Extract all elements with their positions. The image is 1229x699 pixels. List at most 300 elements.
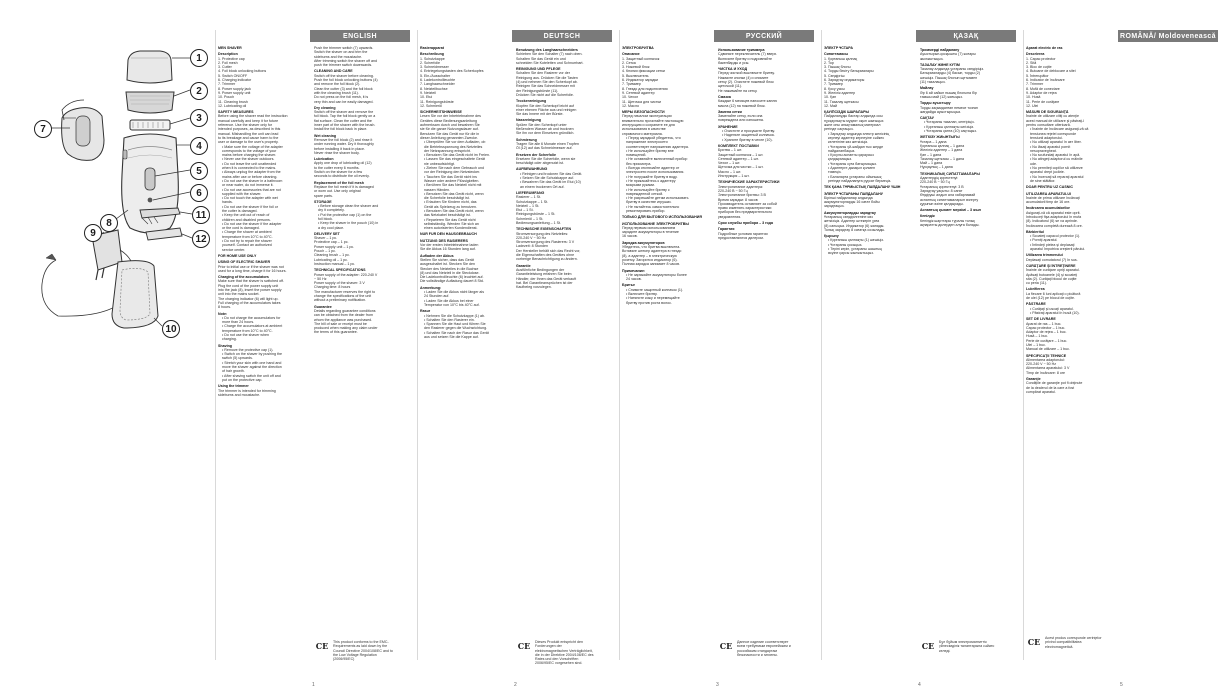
ce-mark-icon: CE [921,640,935,651]
col0a-line: to its breakage and cause harm to the [218,135,279,140]
col2a-line: 9. Сетевой адаптер [622,90,655,95]
col0a-line: • Charge the shaver at ambient [222,230,272,235]
col4a-line: UTILIZAREA APARATULUI [1026,191,1071,196]
col2b-line: Срок службы прибора – 3 года [718,220,773,225]
language-header-3: ҚАЗАҚ [916,30,1016,42]
col1a-line: 10. Etui [420,95,433,100]
col0a-line: 8. Power supply jack [218,86,251,91]
col0a-line: intended purposes, as described in this [218,127,281,132]
ce-statement: This product conforms to the EMC-Requirements as laid down by the Council Directive 2004/108/EC and to the Low Voltage Regulation (2006/95/EC) [333,640,393,662]
col2b-line: Замена сетки [718,109,742,114]
col0b-line: Power supply of the shaver: 3 V [314,281,365,286]
col2a-line: 11. Щеточка для чистки [622,99,662,104]
col4a-line: tensiunea reţelei corespunde [1030,131,1077,136]
col0a-line: manual carefully and keep it for future [218,118,279,123]
cutter-part [130,120,170,130]
col0b-line: Dry cleaning [314,105,336,110]
col1a-line: 11. Reinigungsbürste [420,99,454,104]
col4a-line: • Nu lăsaţi aparatul pornit [1030,144,1071,149]
col0b-line: • Before storage clean the shaver and [318,204,379,209]
col0a-line: 9. Power supply unit [218,90,251,95]
col0a-line: Prior to initial use or if the shaver was not [218,264,284,269]
column-divider [821,30,822,660]
col3a-line: • Теріні керіп, ұстараны шаштың [828,247,882,252]
col4a-line: Alimentarea aparatului: 3 V [1026,366,1070,371]
col0a-line: 4. Foil block unlocking buttons [218,69,267,74]
col1b-line: beschädigt oder abgenutzt ist. [516,161,564,166]
col4a-line: de la dealerul de la care a fost [1026,385,1075,390]
col0b-line: or worn out. Use only original [314,189,361,194]
col4a-line: 11. Perie de curăţare [1026,99,1060,104]
page-number: 3 [716,682,719,688]
col1b-line: Etui – 1 St. [516,208,534,213]
col1a-line: selbstständig. Wenden Sie sich an [424,221,479,226]
col4a-line: Lubrifierea [1026,287,1045,292]
col0b-line: Clean the cutter (3) and the foil block [314,86,373,91]
col2b-line: Инструкция – 1 шт. [718,174,750,179]
col0b-line: foil block. [318,216,333,221]
col0b-line: TECHNICAL SPECIFICATIONS [314,268,366,273]
col4a-line: Manual de utilizare – 1 buc. [1026,347,1070,352]
col0a-line: switch (5) upwards. [222,356,253,361]
col1a-line: 5. Ein-/Ausschalter [420,73,451,78]
col3a-line: • Балаларға ұстараны ойыншық [828,174,882,179]
col3a-line: 2. Тор [824,60,834,65]
col0b-line: can be obtained from the dealer from [314,313,373,318]
col2b-line: Чехол – 1 шт. [718,161,741,166]
col4a-line: 2. Sită [1026,60,1037,65]
col2b-line: • Наденьте защитный колпачок. [722,133,775,138]
col1a-line: 6. Ladekontrollleuchte [420,78,456,83]
col4a-line: sita (2). Curăţaţi blocul de cuţite [1026,276,1077,281]
col3a-line: (8) салыңыз. Индикатор (6) жанады. [824,223,885,228]
col2a-line: 10. Чехол [622,95,639,100]
col2a-line: 24 часов. [626,277,642,282]
col3a-line: Бірінші пайдаланар алдында [824,195,873,200]
col0a-line: FOR HOME USE ONLY [218,253,257,258]
callout-11: 11 [192,206,210,224]
col1b-line: Garantieleistung erfahren Sie beim [516,272,572,277]
col3b-line: Май – 1 дана [920,161,943,166]
col1a-line: 4. Entriegelungstasten des Scherkopfes [420,69,484,74]
ce-compliance [718,640,797,657]
col1a-line: der Netzspannung entspricht. [424,148,471,153]
col1b-line: Öl (12) auf das Schneidmesser auf. [516,146,573,151]
col2b-line: повреждена или изношена. [718,118,764,123]
col4a-line: tensiunii adaptorului. [1030,135,1063,140]
col1b-line: der Reinigungsbürste (11). [516,88,559,93]
col3a-line: тимеңіз. [828,170,842,175]
col2a-line: 5. Выключатель [622,73,649,78]
col1a-line: SICHERHEITSHINWEISE [420,110,462,115]
col4a-line: • Înainte de încărcare asiguraţi-vă că [1030,127,1089,132]
col2a-line: 1. Защитный колпачок [622,56,660,61]
col4a-line: Aparat de ras – 1 buc. [1026,321,1062,326]
col4a-line: de sine stătător. [1030,178,1056,183]
col3a-line: ТЕК ҚАНА ТҰРМЫСТЫҚ ПАЙДАЛАНУ ҮШІН [824,185,901,190]
col2b-line: Подробные условия гарантии [718,231,768,236]
col2b-line: Защитный колпачок – 1 шт. [718,152,764,157]
col4a-line: CURĂŢARE ŞI ÎNTREŢINERE [1026,263,1076,268]
callout-4: 4 [190,137,208,155]
col0b-line: Charging time: 8 hours [314,285,351,290]
col1a-line: aufmerksam durch und bewahren Sie [420,123,480,128]
col1b-line: LIEFERUMFANG [516,190,545,195]
col2b-line: Гарантия [718,227,735,232]
text-column-b [516,46,609,668]
col1a-line: Rasur [420,309,431,314]
col0b-line: After trimming switch the shaver off and [314,58,378,63]
col0a-line: • Do not try to repair the shaver [222,239,272,244]
col2b-line: ЧИСТКА И УХОД [718,67,748,72]
col0b-line: very thin and can be easily damaged. [314,99,374,104]
col1a-line: Beschreibung [420,52,444,57]
col0a-line: • Do not leave the unit unattended [222,161,277,166]
col1b-line: Schutzkappe – 1 St. [516,199,549,204]
col2b-line: бакенбарды и усы. [718,60,750,65]
col4a-line: aparatul împotriva creşterii părului. [1030,247,1086,252]
col0b-line: before installing it back in place. [314,146,365,151]
col3b-line: құқығын өзіне қалдырады. [920,201,964,206]
callout-9: 9 [84,224,102,242]
col1b-line: Garantie [516,263,531,268]
col2a-line: ТОЛЬКО ДЛЯ БЫТОВОГО ИСПОЛЬЗОВАНИЯ [622,215,702,220]
col4a-line: • Nu atingeţi adaptorul cu mâinile [1030,157,1083,162]
col0b-line: Cleaning brush – 1 pc. [314,253,350,258]
col0a-line: 11. Cleaning brush [218,99,248,104]
col0a-line: reference. Use the shaver only for [218,123,273,128]
col1b-line: Sie ihn vor dem Einsetzen gründlich. [516,131,575,136]
col2a-line: 16 часов. [622,234,638,239]
col2a-line: • Не разрешайте детям использовать [626,196,689,201]
col0a-line: 12. Lubricating oil [218,103,247,108]
col1a-line: • Erlauben Sie Kindern nicht, das [424,200,477,205]
col2b-line: Использование триммера [718,48,765,52]
col3a-line: ретінде сақтаңыз. [824,127,854,132]
col1b-line: Ersetzen Sie die Scherfolie, wenn sie [516,156,576,161]
col1a-line: • Schalten Sie den Rasierer ein. [424,317,475,322]
col0b-line: Protective cap – 1 pc. [314,240,349,245]
col4a-line: Înainte de curăţare opriţi aparatul. [1026,268,1080,273]
col0a-line: Description [218,52,238,57]
col2a-line: 6. Индикатор зарядки [622,78,659,83]
col3b-line: Тазалау щеткасы – 1 дана [920,156,965,161]
column-divider [1023,30,1024,660]
col1a-line: 9. Netzteil [420,90,436,95]
column-divider [619,30,620,660]
col1a-line: 24 Stunden auf. [424,294,450,299]
col0a-line: • Remove the protective cap (1). [222,347,274,352]
col1b-line: Benutzung des Langhaarschneiders [516,48,578,52]
col1b-line: 220-240 V ~ 50 Hz [516,235,547,240]
col0a-line: 3. Cutter [218,65,232,70]
callout-1: 1 [190,49,208,67]
col2a-line: 4. Кнопки фиксации сетки [622,69,665,74]
col1a-line: • Laden Sie die Akkus bei einer [424,298,474,303]
ce-statement: Acest produs corespunde cerinţelor privind compatibilitatea electromagnetică. [1045,636,1102,649]
language-header-1: DEUTSCH [512,30,612,42]
col0a-line: • Never use the shaver outdoors. [222,157,275,162]
col2b-line: Бритва – 1 шт. [718,148,742,153]
col1a-line: dieser Anleitung genannten Zwecke. [420,135,478,140]
ce-mark-icon: CE [517,640,531,651]
col0b-line: Lubricating oil – 1 pc. [314,257,348,262]
col4a-line: Încărcarea acumulatorilor [1026,206,1070,211]
callout-2: 2 [190,82,208,100]
col0b-line: the terms of this guarantee. [314,330,358,335]
col0a-line: • Stretch your skin with one hand and [222,360,282,365]
col2b-line: Электропитание бритвы: 3 В [718,193,766,198]
col2b-line: КОМПЛЕКТ ПОСТАВКИ [718,143,759,148]
text-column-b [314,46,407,668]
col0a-line: mains after use or before cleaning. [222,174,278,179]
col4a-line: MĂSURI DE SIGURANŢĂ [1026,110,1069,115]
col2a-line: внимательно прочитайте настоящую [622,118,684,123]
col3a-line: 6. Зарядтау индикаторы [824,78,865,83]
col3a-line: зарядтаңыз. [824,204,845,209]
col1b-line: Reinigen Sie das Schneidmesser mit [516,84,575,89]
protective-cap-part [127,51,172,83]
col1a-line: den Rasierer gegen die Wuchsrichtung. [424,326,488,331]
language-header-4: ROMÂNĂ/ Moldovenească [1118,30,1218,42]
col1a-line: 12. Schmieröl [420,103,442,108]
col1a-line: Sie die Akkus 16 Stunden lang auf. [420,247,476,252]
col0a-line: • Do not touch the adapter with wet [222,196,278,201]
col0a-line: Shaving [218,343,232,348]
col2a-line: (8), а адаптер – в электрическую [622,253,677,258]
col1a-line: sie für die ganze Nutzungsdauer auf. [420,127,479,132]
foil-mesh-part [126,92,174,113]
col1a-line: ausgeschaltet ist. Stecken Sie den [420,262,475,267]
col0b-line: The bill of sale or receipt must be [314,321,367,326]
col0b-line: inner part of the shaver with the brush. [314,123,376,128]
col0b-line: with the cleaning brush (11). [314,90,359,95]
col2a-line: МЕРЫ БЕЗОПАСНОСТИ [622,110,665,115]
col0a-line: into the jack (8), insert the power supply [218,288,282,293]
col1a-line: einen autorisierten Kundendienst. [424,226,478,231]
col1b-line: Reinigungsbürste – 1 St. [516,212,556,217]
text-column-a [420,44,513,666]
col3b-line: аспаптың сипаттамаларын өзгерту [920,197,979,202]
col3a-line: 8. Қосу ұясы [824,86,845,91]
col2a-line: справочного материала. [622,131,663,136]
col1a-line: • Spannen Sie die Haut und führen Sie [424,322,486,327]
col1a-line: • Benutzen Sie das Gerät nicht im Freien. [424,153,490,158]
col0a-line: The charging indicator (6) will light up. [218,296,279,301]
col2a-line: • Всегда отключайте адаптер от [626,166,680,171]
col1b-line: Tragen Sie alle 6 Monate einen Tropfen [516,141,579,146]
col0b-line: change the specifications of the unit [314,294,372,299]
col1a-line: die Scherfolie beschädigt ist. [424,196,470,201]
col4a-line: 5. Întrerupător [1026,73,1049,78]
col1b-line: • Bewahren Sie das Gerät im Etui (10) [520,180,581,185]
col0b-line: foil block. Tap the foil block gently on a [314,114,376,119]
col3a-line: • Адаптерге дымқыл қолмен [828,166,875,171]
col2a-line: Описание [622,52,640,57]
col3a-line: Сипаттамасы [824,52,849,57]
col1a-line: • Schalten Sie nach der Rasur das Gerät [424,330,489,335]
col1a-line: 1. Schutzkappe [420,56,445,61]
col0b-line: Install the foil block back in place. [314,127,368,132]
col3b-line: Қап – 1 дана [920,152,942,157]
col0b-line: Do not press on the foil mesh, it is [314,95,369,100]
col4a-line: Alimentarea adaptorului: [1026,357,1065,362]
col1a-line: • Überprüfen Sie vor dem Aufladen, ob [424,140,486,145]
col0b-line: Power supply of the adapter: 220-240 V [314,272,378,277]
col0b-line: Instruction manual – 1 pc. [314,261,356,266]
col1b-line: AUFBEWAHRUNG [516,167,548,172]
col2a-line: напряжение электросети [626,140,668,145]
col0b-line: Wet cleaning [314,133,337,138]
col3b-line: Нұсқаулық – 1 дана [920,165,953,170]
col2b-line: Масло – 1 шт. [718,169,742,174]
text-column-b [1122,46,1215,668]
col0a-line: corresponds to the voltage of your [222,148,277,153]
col1a-line: NUR FÜR DEN HAUSGEBRAUCH [420,232,477,237]
col1b-line: Stromversorgung des Netzteiles: [516,231,569,236]
col3b-line: жылжытыңыз. [920,56,944,61]
col0a-line: 10. Pouch [218,95,235,100]
col1b-line: Der Hersteller behält sich das Recht vor, [516,248,581,253]
col4a-line: ude. [1030,161,1037,166]
col0a-line: • Do not use the shaver if the foil or [222,204,278,209]
col4a-line: nesupravegheat. [1030,148,1057,153]
col3b-line: Триммерді пайдалану [920,48,960,52]
product-illustration [0,0,214,694]
pouch-part [112,261,158,328]
col4a-line: DOAR PENTRU UZ CASNIC [1026,185,1073,190]
col3b-line: Әр 6 ай сайын пышақ блогына бір [920,90,977,95]
col4a-line: de ulei (12) pe blocul de cuţite. [1026,296,1075,301]
col1a-line: die Betriebsspannung des Netzteiles [424,144,483,149]
col3a-line: 7. Триммер [824,82,843,87]
col3b-line: Аспаптың қызмет мерзімі – 3 жыл [920,208,981,213]
col2a-line: электросети после использования. [626,170,685,175]
text-column-a [1026,44,1119,666]
col3a-line: аккумуляторларды 16 сағат бойы [824,200,880,205]
col2a-line: Перед первым использованием [622,225,676,230]
col4a-line: • Scoateţi capacul protector (1). [1030,234,1081,239]
col4a-line: Utilizarea trimmerului [1026,253,1063,258]
col4a-line: Aparat electric de ras [1026,46,1063,50]
col2a-line: • Натяните кожу и перемещайте [626,296,680,301]
col4a-line: • Nu încercaţi să reparaţi aparatul [1030,174,1084,179]
col0b-line: • Keep the shaver in the pouch (10) in [318,221,379,226]
col4a-line: 10. Husă [1026,95,1041,100]
col4a-line: • Curăţaţi şi uscaţi aparatul. [1030,306,1074,311]
col1b-line: Bedienungsanleitung – 1 St. [516,220,561,225]
col1b-line: Schalten Sie das Gerät ein und [516,56,566,61]
text-column-a [218,44,311,666]
col2a-line: бритву в качестве игрушки. [626,200,672,205]
col2a-line: • Не пытайтесь самостоятельно [626,204,680,209]
col3b-line: тамшы май (12) жағыңыз. [920,94,963,99]
col0a-line: Make sure that the shaver is switched off. [218,279,285,284]
col0a-line: SAFETY MEASURES [218,110,254,115]
col3b-line: шешіңіз. Пышақ блогын щеткамен [920,75,978,80]
col4a-line: Capac protector – 1 buc. [1026,325,1066,330]
col4a-line: Înainte de utilizare citiţi cu atenţie [1026,114,1079,119]
col2a-line: 7. Триммер [622,82,641,87]
col1a-line: • Tauchen Sie das Gerät nicht ins [424,174,477,179]
col1a-line: NUTZUNG DES RASIERERS [420,238,468,243]
col1b-line: Rasierer – 1 St. [516,195,541,200]
col2a-line: Зарядка аккумуляторов [622,240,665,245]
col3b-line: • Ұстараны тазалап, кептіріңіз. [924,120,975,125]
col4a-line: (8). Indicatorul (6) se va aprinde. [1026,219,1078,224]
col0a-line: unit into the mains socket. [218,292,260,297]
col0a-line: yourself. Contact an authorized [222,243,272,248]
col4a-line: aparatul drept jucărie. [1030,170,1065,175]
ce-compliance [1026,636,1105,649]
col1a-line: vor der Reinigung den Netzstecker. [424,170,481,175]
col1a-line: Stellen Sie sicher, dass das Gerät [420,257,474,262]
col0a-line: • Switch on the shaver by pushing the [222,352,282,357]
col3a-line: • Зарядтау алдында электр желісінің [828,131,890,136]
col0b-line: to the cutter every 6 months. [314,165,360,170]
col0a-line: charging. [222,337,237,342]
text-column-a [824,44,917,666]
language-header-2: РУССКИЙ [714,30,814,42]
col1b-line: Sie das Innere mit der Bürste. [516,112,564,117]
col4a-line: Husă – 1 buc. [1026,334,1049,339]
col4a-line: Bărbieritul [1026,229,1044,234]
col1b-line: Drücken Sie nicht auf die Scherfolie. [516,92,574,97]
ce-mark-icon: CE [1027,636,1041,647]
col0a-line: move the shaver against the direction [222,365,282,370]
col2b-line: сетку (2). Очистите ножевой блок [718,80,774,85]
col3b-line: • Қорғаныш қалпақты кигізіңіз. [924,124,975,129]
col3b-line: Батырмаларды (4) басып, торды (2) [920,71,980,76]
col0b-line: under running water. Dry it thoroughly [314,142,374,147]
callout-8: 8 [100,214,118,232]
col3b-line: Тазалау алдында ұстараны сөндіріңіз. [920,67,985,72]
col0a-line: Full charging of the accumulators takes [218,300,281,305]
col3a-line: ЭЛЕКТР ҰСТАРА [824,46,853,50]
col0b-line: STORAGE [314,199,332,204]
text-column-a [622,44,715,666]
col1a-line: • Benutzen Sie das Gerät nicht, wenn [424,208,484,213]
column-divider [417,30,418,660]
col3b-line: Торды ауыстыру [920,101,951,106]
col0b-line: Pouch – 1 pc. [314,249,336,254]
col1b-line: schneiden Sie Koteletten und Schnurrbart. [516,60,584,65]
col2a-line: ИСПОЛЬЗОВАНИЕ ЭЛЕКТРОБРИТВЫ [622,221,689,226]
ce-statement: Бұл бұйым электромагниттік үйлесімділік талаптарына сәйкес келеді. [939,640,995,653]
col2a-line: помещений. [626,153,647,158]
col2b-line: Электропитание адаптера: [718,184,764,189]
col3b-line: ЖЕТКІЗУ ЖИЫНТЫҒЫ [920,135,960,140]
col1b-line: hat. Bei Garantieansprüchen ist der [516,280,573,285]
col3a-line: 11. Тазалау щеткасы [824,99,859,104]
ce-statement: Dieses Produkt entspricht den Forderungen der elektromagnetischen Verträglichkeit, die in der Direktive 2004/108/EC des Rates und den Vorschriften 2006/95/EC vorgesehen sind. [535,640,594,666]
col0a-line: Using the trimmer [218,384,249,389]
col1a-line: Die Ladekontrollleuchte (6) leuchtet auf. [420,275,484,280]
col2a-line: 3. Ножевой блок [622,65,650,70]
col2b-line: Каждые 6 месяцев наносите каплю [718,99,778,104]
col2a-line: • Снимите защитный колпачок (1). [626,287,684,292]
col3b-line: 220-240 В ~ 50 Гц [920,180,950,185]
col2a-line: ЭЛЕКТРОБРИТВА [622,46,654,50]
col2b-line: ТЕХНИЧЕСКИЕ ХАРАКТЕРИСТИКИ [718,180,780,185]
col0a-line: 6. Charging indicator [218,78,252,83]
col1a-line: Stecker des Netzteiles in die Buchse [420,266,479,271]
col0a-line: • Do not use the shaver if the adapter [222,221,282,226]
col0a-line: Plug the cord of the power supply unit [218,283,279,288]
col3b-line: жағдайда ауыстырыңыз. [920,109,962,114]
col4a-line: PĂSTRARE [1026,302,1046,307]
col3a-line: Толық зарядтау 8 сағатқа созылады. [824,227,886,232]
